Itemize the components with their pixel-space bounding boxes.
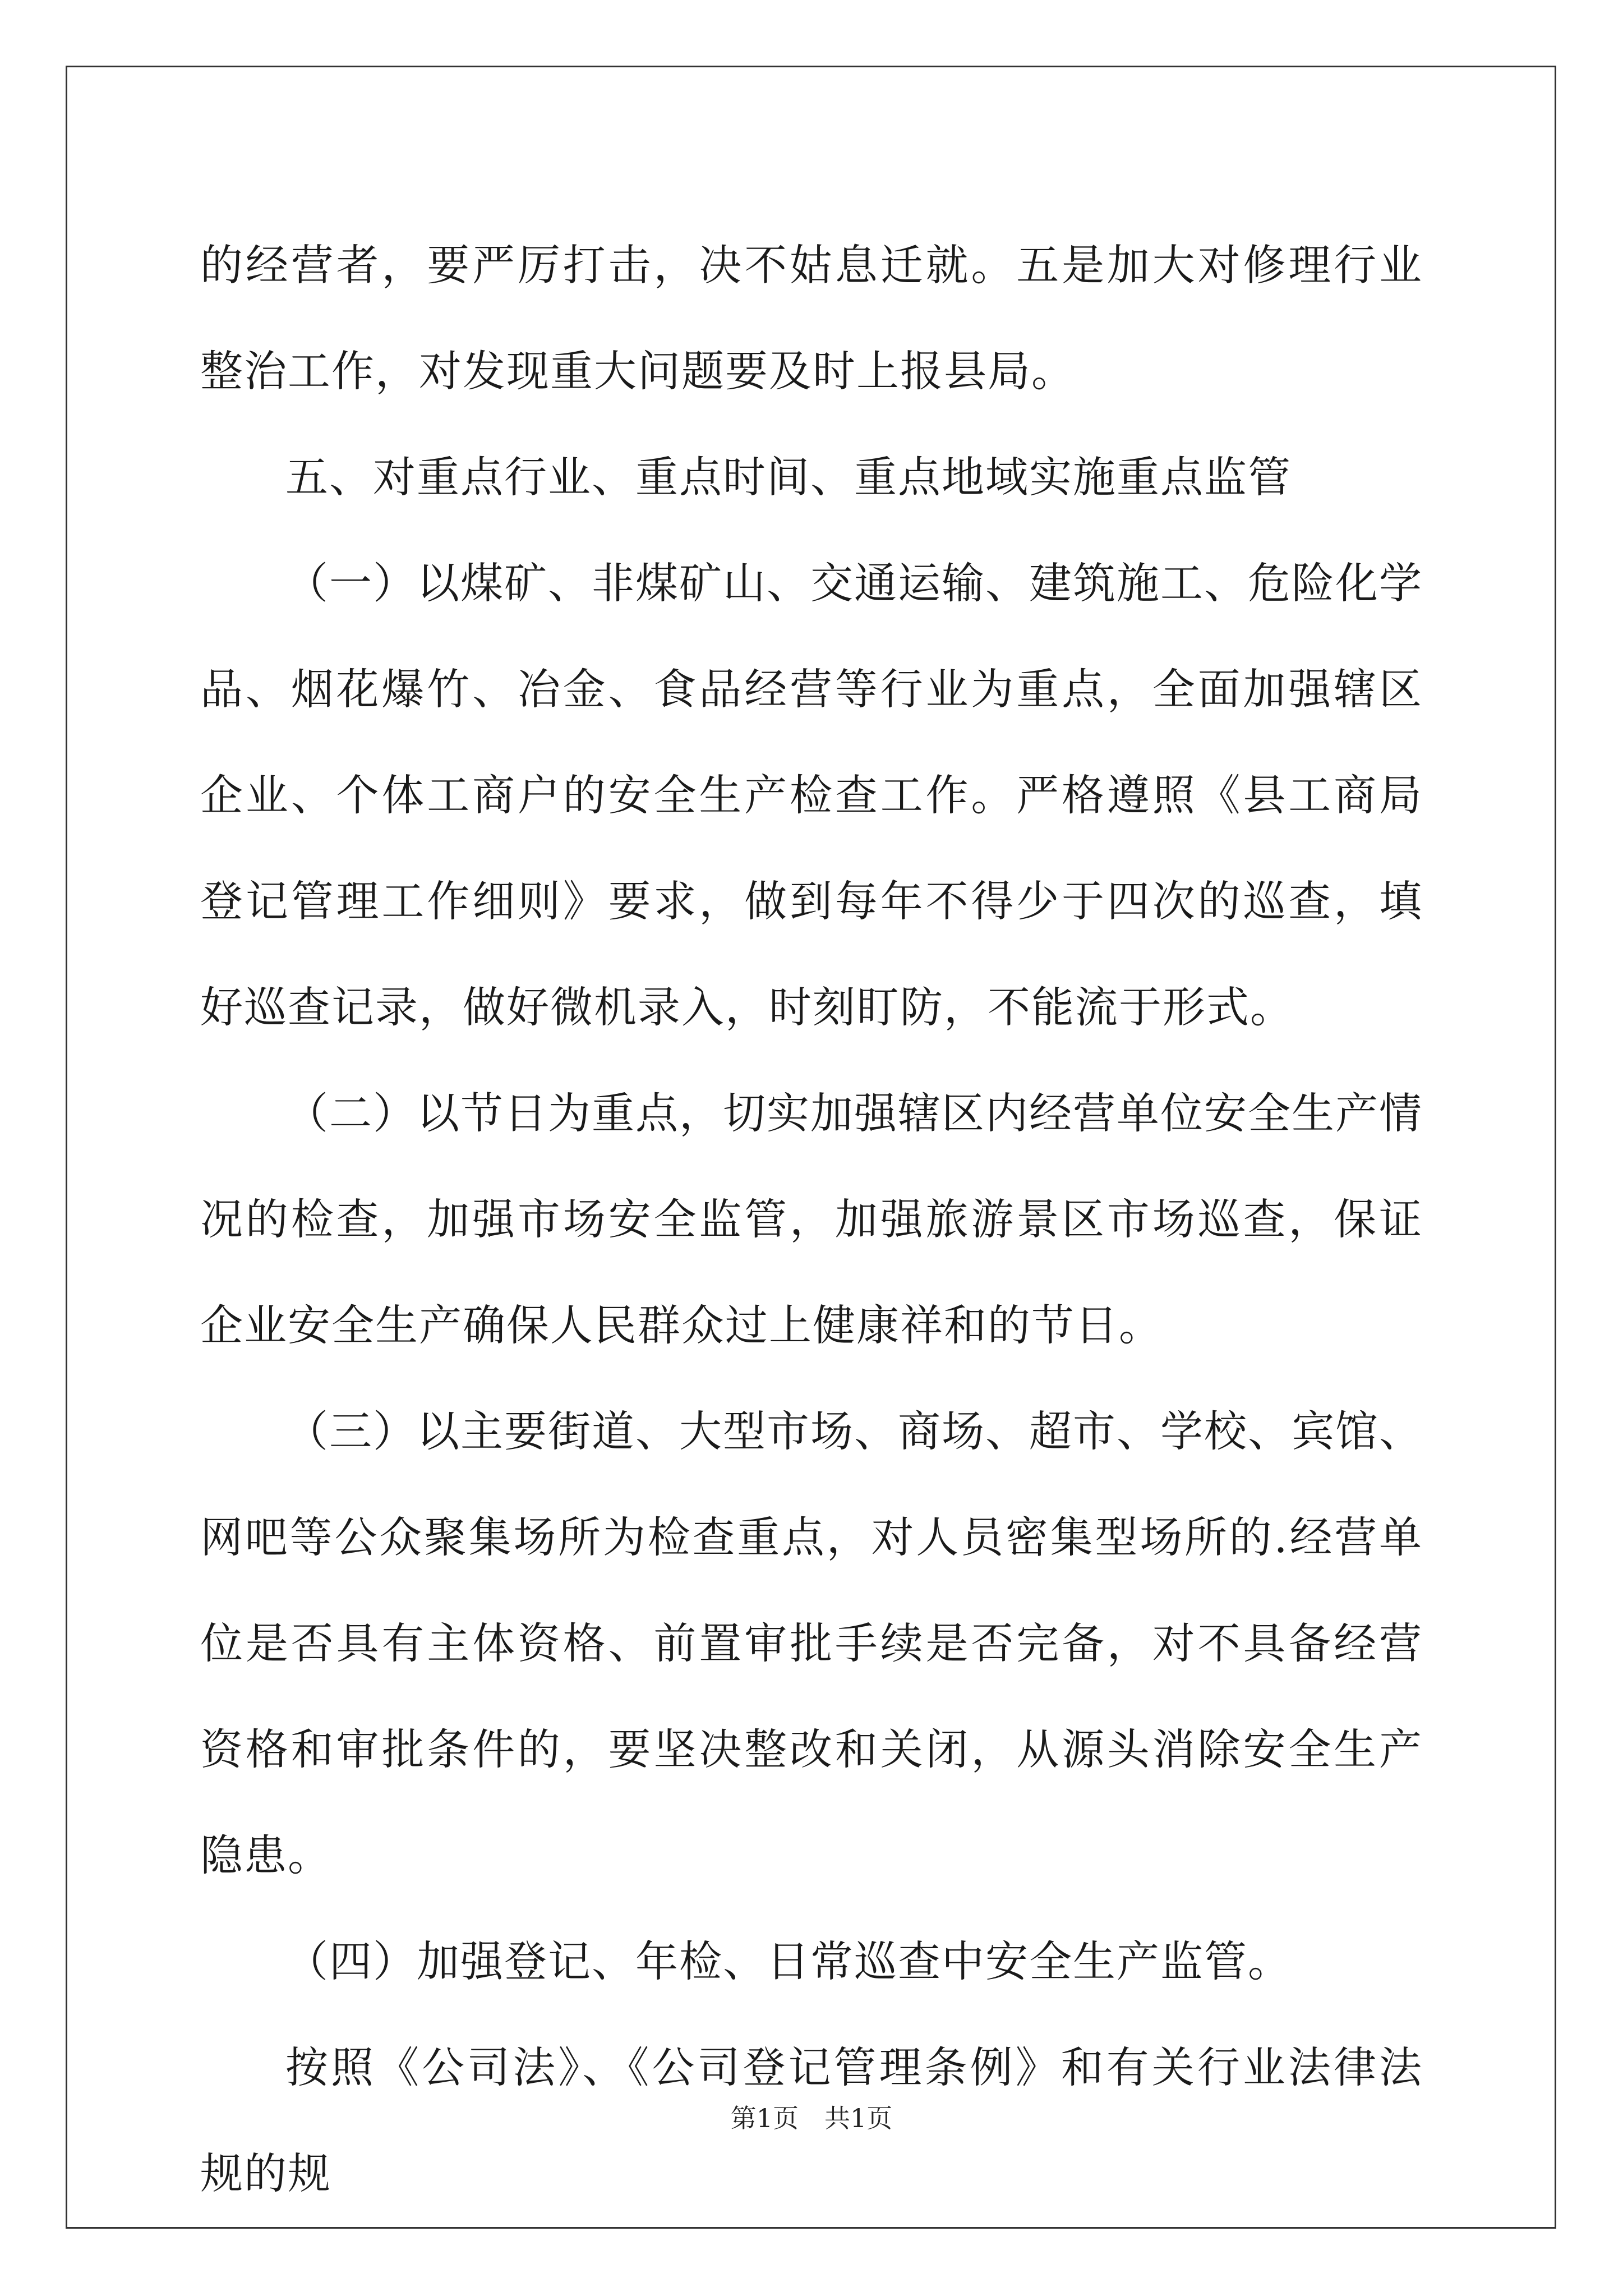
section-heading: 五、对重点行业、重点时间、重点地域实施重点监管 [285,452,1292,502]
page-number: 第1页 [730,2103,799,2133]
paragraph-item-3: （三）以主要街道、大型市场、商场、超市、学校、宾馆、网吧等公众聚集场所为检查重点，对人员密集型场所的.经营单位是否具有主体资格、前置审批手续是否完备，对不具备经营资格和审批条件的，要坚决整改和关闭，从源头消除安全生产隐患。 [200,1406,1423,1880]
paragraph-item-4: （四）加强登记、年检、日常巡查中安全生产监管。 [285,1936,1292,1986]
paragraph-item-2: （二）以节日为重点，切实加强辖区内经营单位安全生产情况的检查，加强市场安全监管，加强旅游景区市场巡查，保证企业安全生产确保人民群众过上健康祥和的节日。 [200,1088,1423,1350]
document-body [200,212,1423,2226]
page-footer [0,2101,1623,2135]
paragraph-continuation: 的经营者，要严厉打击，决不姑息迁就。五是加大对修理行业整治工作，对发现重大问题要及时上报县局。 [200,240,1423,396]
page-total: 共1页 [824,2103,893,2133]
paragraph-trailing: 按照《公司法》、《公司登记管理条例》和有关行业法律法规的规 [200,2042,1423,2198]
paragraph-item-1: （一）以煤矿、非煤矿山、交通运输、建筑施工、危险化学品、烟花爆竹、冶金、食品经营等行业为重点，全面加强辖区企业、个体工商户的安全生产检查工作。严格遵照《县工商局登记管理工作细则》要求，做到每年不得少于四次的巡查，填好巡查记录，做好微机录入，时刻盯防，不能流于形式。 [200,558,1423,1032]
